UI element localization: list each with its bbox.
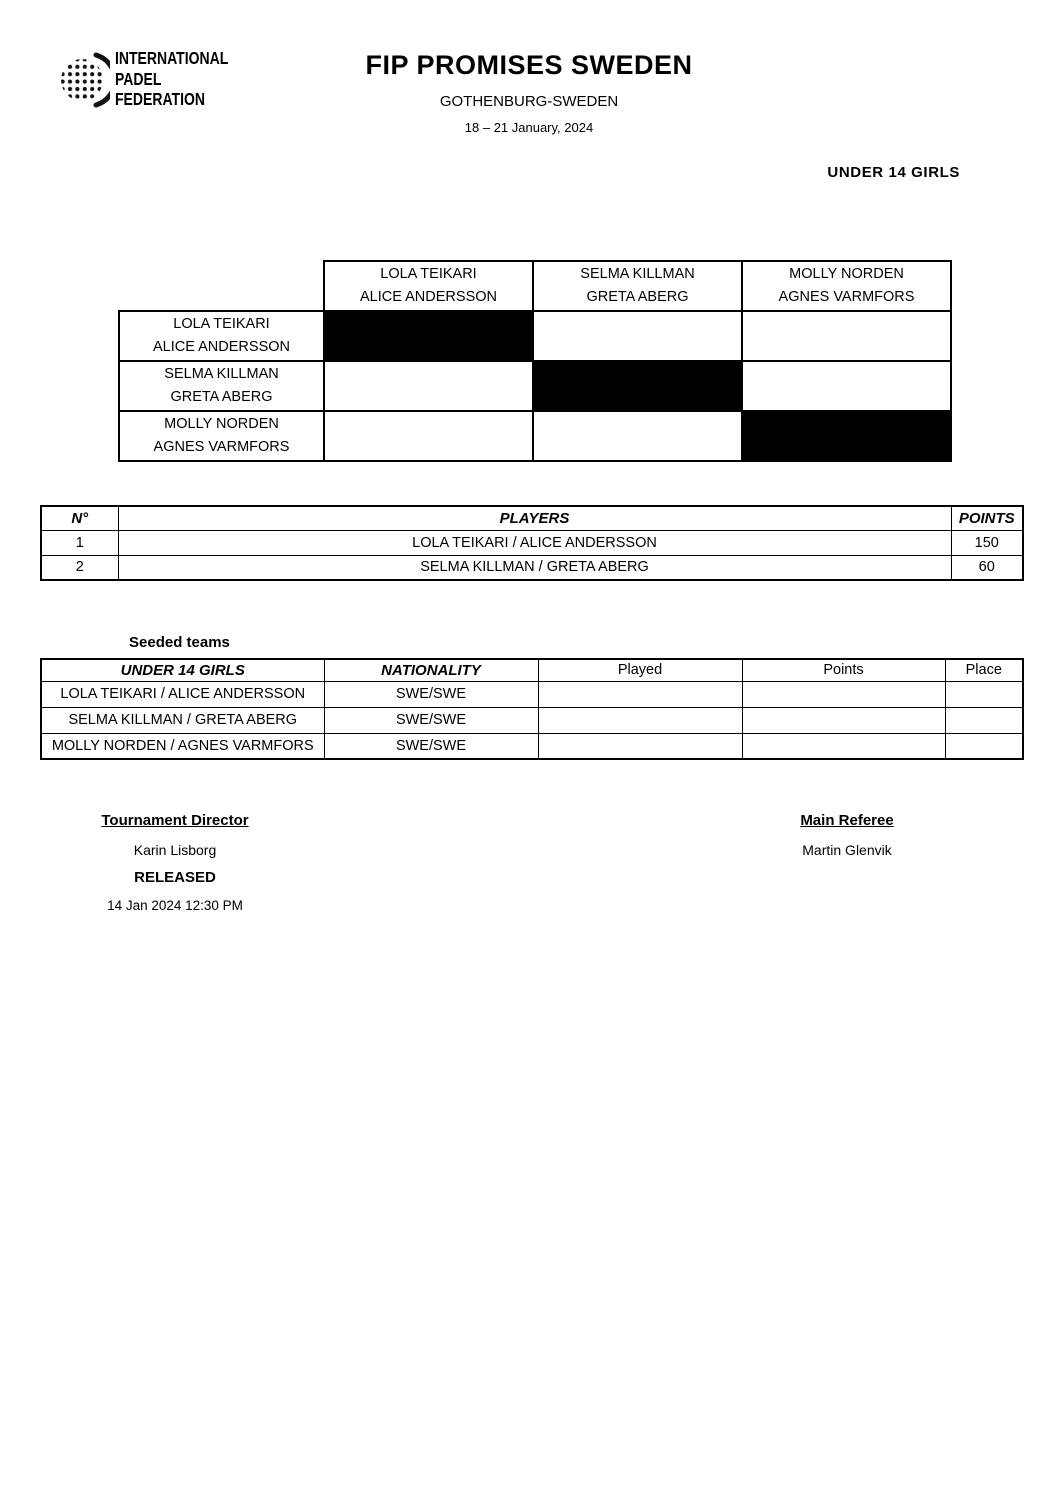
released-timestamp: 14 Jan 2024 12:30 PM xyxy=(107,898,243,913)
main-referee-block xyxy=(788,812,906,858)
round-robin-grid xyxy=(118,260,952,462)
grid-cell-2-1 xyxy=(324,361,533,411)
seeded-team-cell: MOLLY NORDEN / AGNES VARMFORS xyxy=(41,733,324,759)
seeded-header-played: Played xyxy=(538,659,742,681)
page-subtitle: GOTHENBURG-SWEDEN xyxy=(439,93,619,110)
seeded-points-cell xyxy=(742,707,945,733)
seeded-played-cell xyxy=(538,681,742,707)
team-name-line: SELMA KILLMAN xyxy=(164,365,279,382)
points-cell: 60 xyxy=(951,555,1023,580)
seeded-points-cell xyxy=(742,681,945,707)
logo-line-2: PADEL xyxy=(115,68,162,89)
points-cell: 150 xyxy=(951,530,1023,555)
seeded-place-cell xyxy=(945,733,1023,759)
main-referee-name: Martin Glenvik xyxy=(802,842,892,858)
grid-cell-1-1-self xyxy=(324,311,533,361)
team-name-line: SELMA KILLMAN xyxy=(580,265,695,282)
seeded-nationality-cell: SWE/SWE xyxy=(324,707,538,733)
seeded-row xyxy=(41,681,1023,707)
seeded-header-row xyxy=(41,659,1023,681)
category-label: UNDER 14 GIRLS xyxy=(827,164,960,181)
team-name-line: LOLA TEIKARI xyxy=(380,265,477,282)
seeded-nationality-cell: SWE/SWE xyxy=(324,681,538,707)
grid-row-header-3 xyxy=(119,411,324,461)
seeded-teams-heading: Seeded teams xyxy=(129,634,230,651)
team-name-line: GRETA ABERG xyxy=(586,289,689,305)
grid-col-header-1 xyxy=(324,261,533,311)
seeded-team-cell: SELMA KILLMAN / GRETA ABERG xyxy=(41,707,324,733)
logo-line-1: INTERNATIONAL xyxy=(115,48,229,69)
grid-col-header-3 xyxy=(742,261,951,311)
players-cell: LOLA TEIKARI / ALICE ANDERSSON xyxy=(118,530,951,555)
seeded-played-cell xyxy=(538,733,742,759)
page-title: FIP PROMISES SWEDEN xyxy=(365,50,693,80)
released-status: RELEASED xyxy=(134,869,216,886)
points-row xyxy=(41,530,1023,555)
grid-row-header-1 xyxy=(119,311,324,361)
team-name-line: ALICE ANDERSSON xyxy=(153,339,290,355)
grid-cell-3-2 xyxy=(533,411,742,461)
grid-cell-1-2 xyxy=(533,311,742,361)
grid-cell-3-1 xyxy=(324,411,533,461)
rank-cell: 2 xyxy=(41,555,118,580)
grid-cell-3-3-self xyxy=(742,411,951,461)
team-name-line: AGNES VARMFORS xyxy=(778,289,915,305)
grid-row-header-2 xyxy=(119,361,324,411)
rank-cell: 1 xyxy=(41,530,118,555)
event-dates: 18 – 21 January, 2024 xyxy=(464,120,594,135)
team-name-line: LOLA TEIKARI xyxy=(173,315,270,332)
seeded-nationality-cell: SWE/SWE xyxy=(324,733,538,759)
seeded-place-cell xyxy=(945,707,1023,733)
points-header-row xyxy=(41,506,1023,530)
seeded-played-cell xyxy=(538,707,742,733)
seeded-place-cell xyxy=(945,681,1023,707)
seeded-team-cell: LOLA TEIKARI / ALICE ANDERSSON xyxy=(41,681,324,707)
team-name-line: MOLLY NORDEN xyxy=(164,415,279,432)
team-name-line: GRETA ABERG xyxy=(170,389,273,405)
grid-cell-2-2-self xyxy=(533,361,742,411)
points-header-n: N° xyxy=(41,506,118,530)
team-name-line: MOLLY NORDEN xyxy=(789,265,904,282)
seeded-header-points: Points xyxy=(742,659,945,681)
seeded-row xyxy=(41,707,1023,733)
grid-corner xyxy=(119,261,324,311)
seeded-teams-table xyxy=(40,658,1024,760)
points-header-players: PLAYERS xyxy=(118,506,951,530)
seeded-header-place: Place xyxy=(945,659,1023,681)
team-name-line: ALICE ANDERSSON xyxy=(360,289,497,305)
grid-cell-2-3 xyxy=(742,361,951,411)
seeded-header-team: UNDER 14 GIRLS xyxy=(41,659,324,681)
logo-line-3: FEDERATION xyxy=(115,89,205,110)
main-referee-label: Main Referee xyxy=(800,812,894,829)
tournament-director-name: Karin Lisborg xyxy=(133,842,217,858)
grid-col-header-2 xyxy=(533,261,742,311)
tournament-director-label: Tournament Director xyxy=(101,812,249,829)
points-header-points: POINTS xyxy=(951,506,1023,530)
seeded-points-cell xyxy=(742,733,945,759)
team-name-line: AGNES VARMFORS xyxy=(153,439,290,455)
seeded-row xyxy=(41,733,1023,759)
points-table xyxy=(40,505,1024,581)
seeded-header-nationality: NATIONALITY xyxy=(324,659,538,681)
players-cell: SELMA KILLMAN / GRETA ABERG xyxy=(118,555,951,580)
grid-cell-1-3 xyxy=(742,311,951,361)
points-row xyxy=(41,555,1023,580)
tournament-director-block xyxy=(93,812,257,913)
